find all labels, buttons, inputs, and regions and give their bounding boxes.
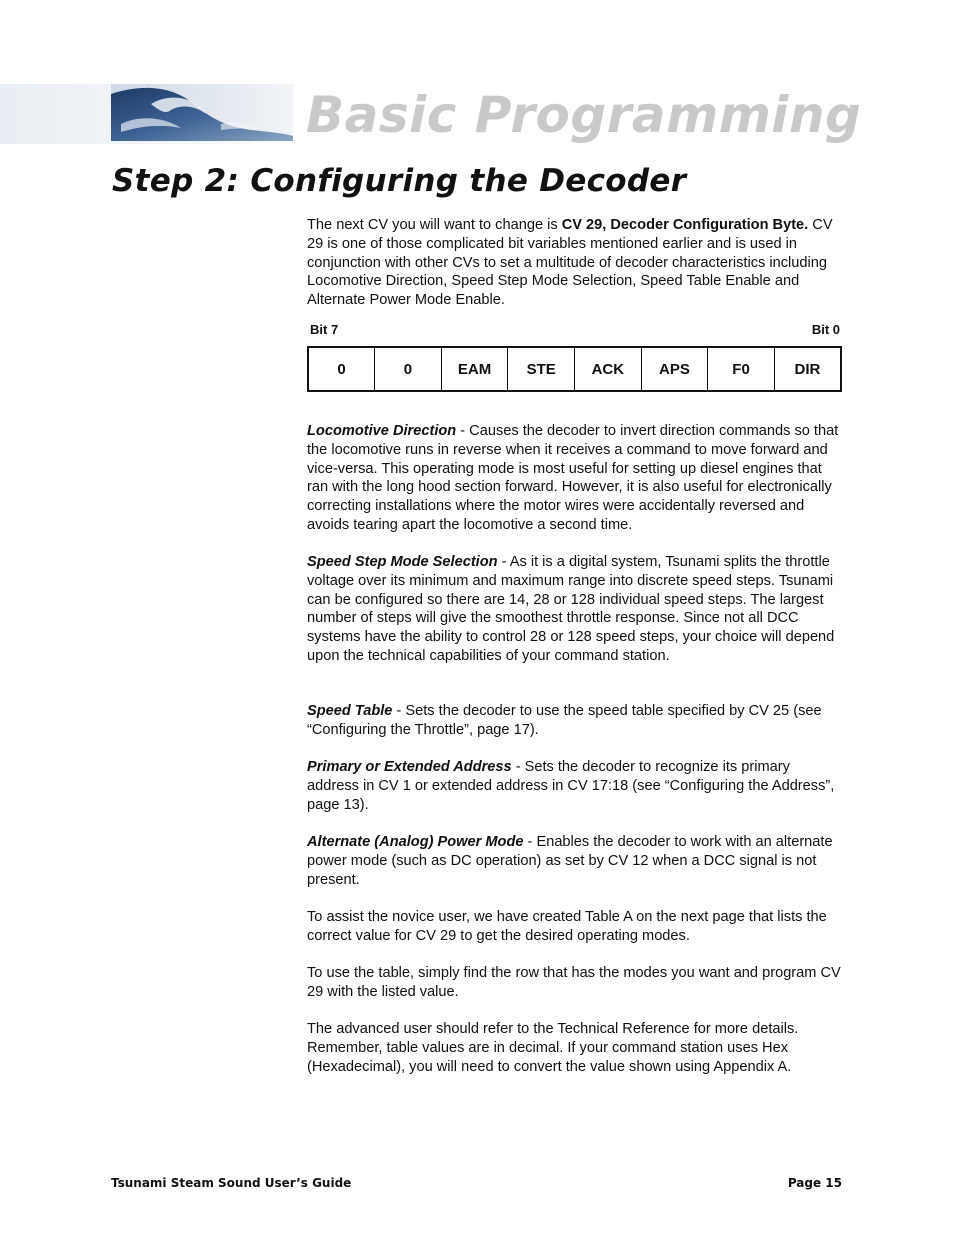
definition-primary-extended-address <box>307 758 843 814</box>
definition-speed-step-mode <box>307 553 843 666</box>
bit-row <box>308 347 841 391</box>
intro-post: CV 29 is one of those complicated bit variables mentioned earlier and is used in conjunction with other CVs to set a multitude of decoder characteristics including Locomotive Direction, Speed Step Mode Selection, Speed Table Enable and Alternate Power Mode Enable. <box>307 217 833 309</box>
bit-cell: EAM <box>441 347 508 391</box>
paragraph-use-table <box>307 964 843 1002</box>
definition-text: - Causes the decoder to invert direction commands so that the locomotive runs in reverse when it receives a command to move forward and vice-versa. This operating mode is most useful for setting up diesel engines that ran with the long hood section forward. However, it is also useful for electronically correcting installations where the motor wires were accidentally reversed and avoids tearing apart the locomotive a second time. <box>307 423 839 533</box>
banner-title: Basic Programming <box>306 86 862 144</box>
bit-cell: 0 <box>308 347 375 391</box>
wave-icon <box>111 84 293 141</box>
intro-bold: CV 29, Decoder Configuration Byte. <box>561 217 809 233</box>
footer-page-number: Page 15 <box>787 1176 842 1190</box>
intro-text <box>307 216 843 310</box>
term: Speed Step Mode Selection <box>307 554 498 570</box>
paragraph-advanced-user <box>307 1020 843 1076</box>
intro-paragraph <box>307 216 843 310</box>
intro-pre: The next CV you will want to change is <box>307 217 562 233</box>
term: Speed Table <box>307 703 393 719</box>
paragraph-text: The advanced user should refer to the Technical Reference for more details. Remember, table values are in decimal. If your command station uses Hex (Hexadecimal), you will need to convert the value shown using Appendix A. <box>307 1021 799 1075</box>
definition-text: - Enables the decoder to work with an alternate power mode (such as DC operation) as set by CV 12 when a DCC signal is not present. <box>307 834 833 888</box>
bit-cell: ACK <box>575 347 642 391</box>
bit-cell: 0 <box>375 347 442 391</box>
definition-alternate-power-mode <box>307 833 843 889</box>
paragraph-text: To use the table, simply find the row that has the modes you want and program CV 29 with the listed value. <box>307 965 841 1000</box>
section-title: Step 2: Configuring the Decoder <box>112 163 687 199</box>
definition-speed-table <box>307 702 843 740</box>
definition-locomotive-direction <box>307 422 843 535</box>
bit-cell: APS <box>641 347 708 391</box>
term: Alternate (Analog) Power Mode <box>307 834 524 850</box>
paragraph-text: To assist the novice user, we have created Table A on the next page that lists the correct value for CV 29 to get the desired operating modes. <box>307 909 827 944</box>
header-banner <box>0 84 954 144</box>
footer-guide-title: Tsunami Steam Sound User’s Guide <box>111 1176 352 1190</box>
bit-cell: STE <box>508 347 575 391</box>
paragraph-table-a <box>307 908 843 946</box>
cv29-bit-table <box>307 346 842 392</box>
definition-text: - Sets the decoder to use the speed table specified by CV 25 (see “Configuring the Throttle”, page 17). <box>307 703 822 738</box>
term: Primary or Extended Address <box>307 759 512 775</box>
definition-text: - As it is a digital system, Tsunami splits the throttle voltage over its minimum and maximum range into discrete speed steps. Tsunami can be configured so there are 14, 28 or 128 individual speed steps. The largest number of steps will give the smoothest throttle response. Since not all DCC systems have the ability to control 28 or 128 speed steps, your choice will depend upon the technical capabilities of your command station. <box>307 554 835 664</box>
bit-cell: DIR <box>774 347 841 391</box>
bit-labels <box>310 322 840 340</box>
bit-cell: F0 <box>708 347 775 391</box>
wave-image <box>111 84 293 141</box>
bit-7-label: Bit 7 <box>310 322 339 337</box>
definition-text: - Sets the decoder to recognize its primary address in CV 1 or extended address in CV 17:18 (see “Configuring the Address”, page 13). <box>307 759 835 813</box>
bit-0-label: Bit 0 <box>811 322 840 337</box>
term: Locomotive Direction <box>307 423 457 439</box>
